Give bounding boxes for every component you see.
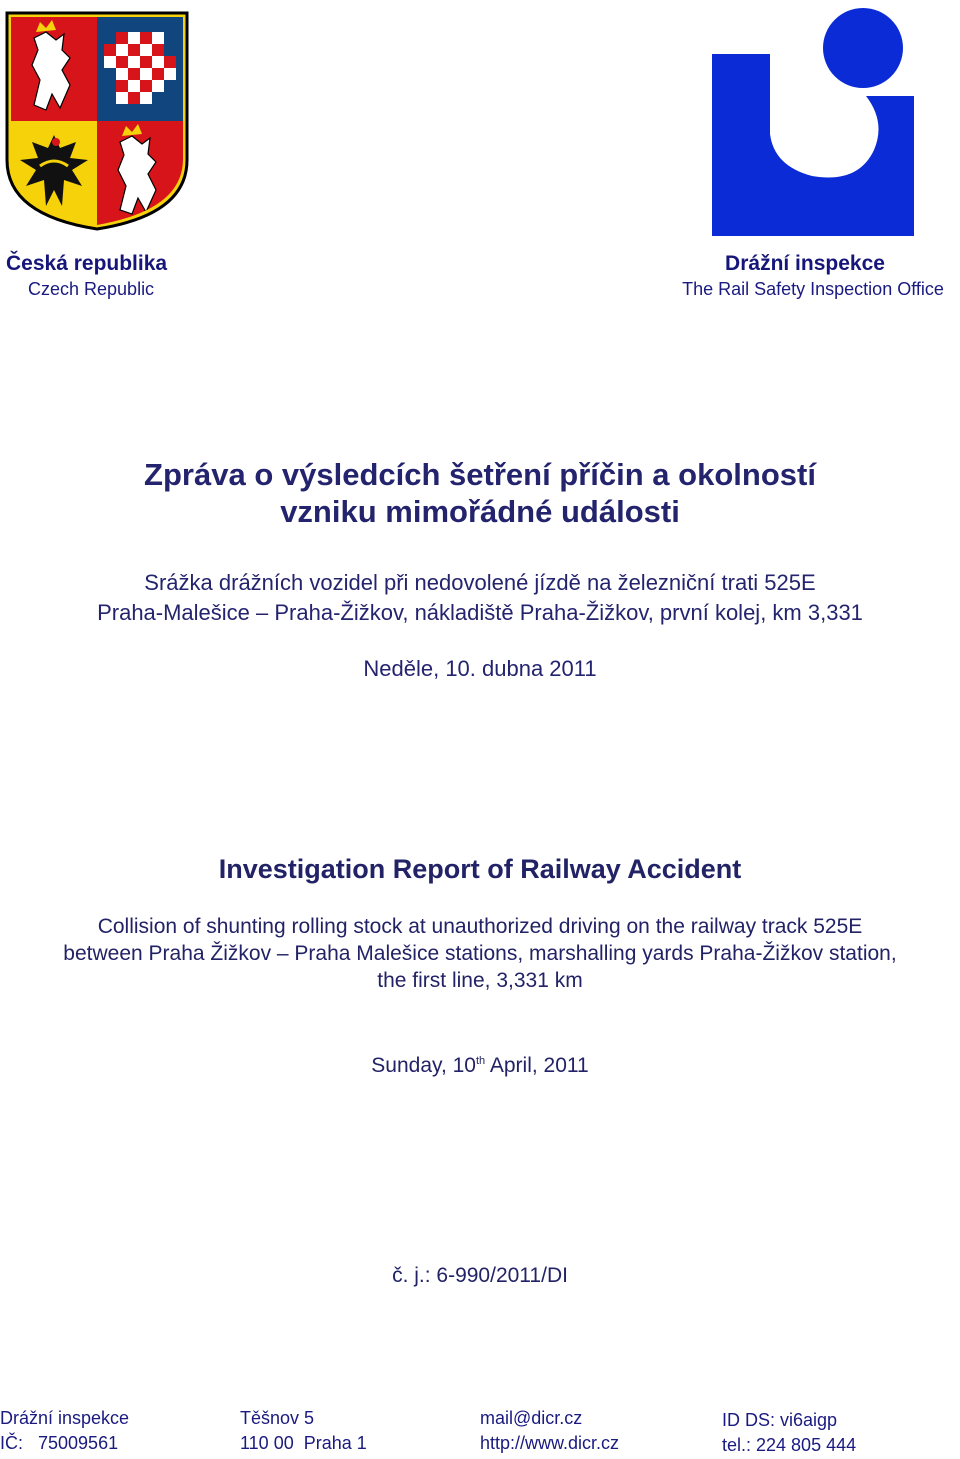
accident-date-en-day: Sunday, 10 [371,1054,476,1077]
accident-description-en-line2: between Praha Žižkov – Praha Malešice stations, marshalling yards Praha-Žižkov station, [63,942,897,965]
footer-street: Těšnov 5 [240,1408,315,1428]
office-name: Drážní inspekce [725,252,885,275]
footer-office [0,1406,220,1456]
country-name: Česká republika [6,252,168,275]
footer-address [240,1406,460,1456]
reference-number: č. j.: 6-990/2011/DI [392,1264,568,1287]
accident-date-cz: Neděle, 10. dubna 2011 [363,656,597,681]
footer-office-name: Drážní inspekce [0,1408,130,1428]
report-title-cz [0,456,960,530]
footer-website-link[interactable]: http://www.dicr.cz [480,1433,620,1453]
report-title-en: Investigation Report of Railway Accident [218,854,742,884]
accident-description-cz-line1: Srážka drážních vozidel při nedovolené jízdě na železniční trati 525E [144,570,816,595]
footer-data-box [722,1408,952,1458]
accident-date-en [0,1048,960,1079]
accident-date-en-ordinal: th [476,1055,486,1067]
rail-safety-inspection-logo-icon [708,4,918,236]
accident-description-en-line1: Collision of shunting rolling stock at unauthorized driving on the railway track 525E [97,915,863,938]
report-title-cz-line2: vzniku mimořádné události [280,494,680,529]
czech-coat-of-arms-icon [4,10,190,232]
footer-contact [480,1406,700,1456]
footer-office-id: IČ: 75009561 [0,1433,119,1453]
footer-phone: tel.: 224 805 444 [722,1435,857,1455]
footer-data-box-id: ID DS: vi6aigp [722,1410,838,1430]
office-name-en: The Rail Safety Inspection Office [682,279,944,299]
footer-email-link[interactable]: mail@dicr.cz [480,1408,583,1428]
accident-description-cz-line2: Praha-Malešice – Praha-Žižkov, nákladiště Praha-Žižkov, první kolej, km 3,331 [97,600,863,625]
report-title-cz-line1: Zpráva o výsledcích šetření příčin a okolností [144,457,816,492]
country-name-en: Czech Republic [28,279,155,299]
accident-date-en-rest: April, 2011 [485,1054,589,1077]
accident-description-en [0,913,960,994]
accident-description-cz [0,568,960,628]
accident-description-en-line3: the first line, 3,331 km [377,969,583,992]
footer-city: 110 00 Praha 1 [240,1433,367,1453]
